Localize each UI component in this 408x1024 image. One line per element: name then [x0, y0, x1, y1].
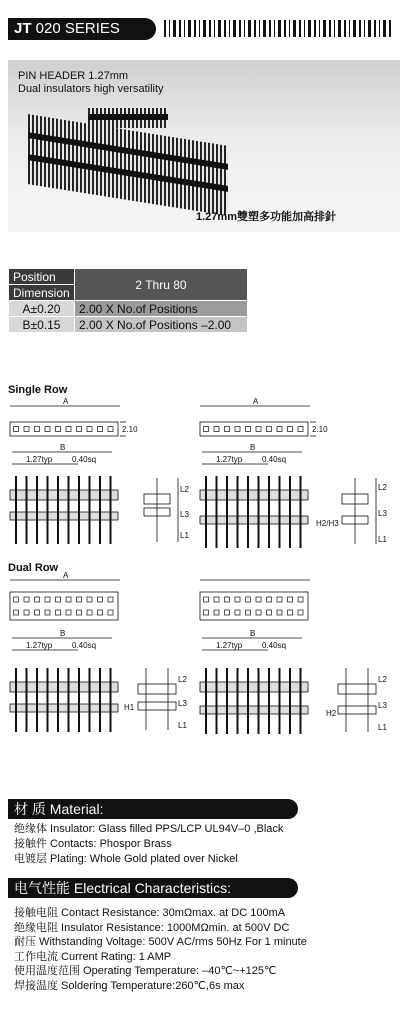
row-value: 2.00 X No.of Positions	[75, 301, 248, 317]
row-label: B±0.15	[9, 317, 75, 333]
pin-square	[256, 610, 261, 615]
pitch-label: 1.27typ	[26, 641, 53, 650]
pin-square	[235, 610, 240, 615]
pitch-label: 1.27typ	[216, 455, 243, 464]
row-label: A±0.20	[9, 301, 75, 317]
table-row	[9, 317, 248, 333]
pin-sq-label: 0.40sq	[72, 641, 97, 650]
l2-label: L2	[378, 675, 387, 684]
pin-square	[288, 427, 293, 432]
pin-square	[45, 427, 50, 432]
pin-square	[14, 427, 19, 432]
electrical-line: 接触电阻 Contact Resistance: 30mΩmax. at DC 100mA	[14, 907, 286, 919]
l3-label: L3	[180, 510, 189, 519]
pin-square	[246, 610, 251, 615]
pin-square	[298, 610, 303, 615]
pin-square	[77, 610, 82, 615]
l3-label: L3	[178, 699, 187, 708]
position-range: 2 Thru 80	[75, 269, 248, 301]
dual-row-label: Dual Row	[8, 562, 59, 574]
pin-square	[204, 597, 209, 602]
series-name: 020 SERIES	[31, 20, 120, 37]
pin-square	[77, 597, 82, 602]
l1-label: L1	[178, 721, 187, 730]
h1-label: H1	[124, 703, 135, 712]
pin-square	[204, 427, 209, 432]
pin-square	[277, 610, 282, 615]
electrical-line: 工作电流 Current Rating: 1 AMP	[14, 951, 172, 963]
pin-square	[24, 597, 29, 602]
l1-label: L1	[378, 535, 387, 544]
pin-square	[66, 610, 71, 615]
series-header	[8, 18, 400, 40]
photo-caption-cn: 1.27mm雙塑多功能加高排針	[196, 211, 336, 223]
pin-square	[45, 597, 50, 602]
pin-square	[298, 597, 303, 602]
position-header: Position	[9, 269, 75, 285]
material-line: 电镀层 Plating: Whole Gold plated over Nickel	[14, 853, 238, 865]
pin-square	[214, 427, 219, 432]
h2-label: H2	[326, 709, 337, 718]
pin-square	[288, 610, 293, 615]
material-title: 材 质 Material:	[8, 799, 298, 819]
dim-b-label: B	[60, 443, 66, 452]
pitch-label: 1.27typ	[26, 455, 53, 464]
dim-a-label: A	[63, 571, 69, 580]
pin-square	[108, 597, 113, 602]
pin-square	[87, 427, 92, 432]
electrical-line: 绝缘电阻 Insulator Resistance: 1000MΩmin. at 500V DC	[14, 922, 290, 934]
pin-square	[24, 610, 29, 615]
pin-square	[98, 610, 103, 615]
pin-square	[108, 427, 113, 432]
pin-square	[87, 597, 92, 602]
pin-square	[246, 427, 251, 432]
l3-label: L3	[378, 701, 387, 710]
pin-square	[66, 597, 71, 602]
material-line: 绝缘体 Insulator: Glass filled PPS/LCP UL94V–0 ,Black	[14, 823, 284, 835]
h2h3-label: H2/H3	[316, 519, 339, 528]
pin-square	[56, 597, 61, 602]
l1-label: L1	[378, 723, 387, 732]
l3-label: L3	[378, 509, 387, 518]
pin-square	[35, 610, 40, 615]
pin-square	[225, 610, 230, 615]
pin-header-image-small-body	[88, 114, 168, 120]
pin-square	[98, 427, 103, 432]
pin-square	[204, 610, 209, 615]
pin-square	[77, 427, 82, 432]
l2-label: L2	[178, 675, 187, 684]
pin-square	[246, 597, 251, 602]
pin-sq-label: 0.40sq	[262, 641, 287, 650]
pin-square	[14, 610, 19, 615]
pin-square	[35, 597, 40, 602]
series-bold: JT	[14, 20, 32, 37]
pin-square	[87, 610, 92, 615]
dim-a-label: A	[63, 397, 69, 406]
pin-square	[56, 427, 61, 432]
pitch-label: 1.27typ	[216, 641, 243, 650]
dim-a-label: A	[253, 397, 259, 406]
dim-b-label: B	[250, 629, 256, 638]
dimension-table	[8, 268, 248, 333]
l1-label: L1	[180, 531, 189, 540]
technical-drawing	[8, 392, 400, 752]
barcode-decoration	[164, 20, 394, 37]
pin-square	[98, 597, 103, 602]
pin-square	[267, 597, 272, 602]
pin-square	[24, 427, 29, 432]
pin-square	[108, 610, 113, 615]
pin-square	[45, 610, 50, 615]
pin-square	[225, 597, 230, 602]
electrical-line: 使用温度范围 Operating Temperature: –40℃~+125℃	[14, 965, 277, 977]
pin-square	[277, 597, 282, 602]
row-value: 2.00 X No.of Positions –2.00	[75, 317, 248, 333]
pin-square	[66, 427, 71, 432]
electrical-title: 电气性能 Electrical Characteristics:	[8, 878, 298, 898]
dimension-header: Dimension	[9, 285, 75, 301]
table-row	[9, 301, 248, 317]
pin-square	[225, 427, 230, 432]
pin-square	[298, 427, 303, 432]
pin-header-image-long	[28, 114, 228, 216]
pin-sq-label: 0.40sq	[262, 455, 287, 464]
pin-square	[235, 597, 240, 602]
photo-subtitle: Dual insulators high versatility	[18, 83, 164, 95]
pin-square	[256, 597, 261, 602]
electrical-line: 焊接温度 Soldering Temperature:260℃,6s max	[14, 980, 245, 992]
pin-square	[277, 427, 282, 432]
single-row-label: Single Row	[8, 384, 68, 396]
height-label: 2.10	[312, 425, 328, 434]
height-label: 2.10	[122, 425, 138, 434]
pin-square	[288, 597, 293, 602]
pin-square	[56, 610, 61, 615]
dim-b-label: B	[60, 629, 66, 638]
pin-square	[267, 610, 272, 615]
pin-square	[35, 427, 40, 432]
l2-label: L2	[378, 483, 387, 492]
pin-square	[214, 610, 219, 615]
l2-label: L2	[180, 485, 189, 494]
pin-square	[267, 427, 272, 432]
material-line: 接触件 Contacts: Phospor Brass	[14, 838, 172, 850]
series-badge	[8, 18, 156, 40]
pin-square	[14, 597, 19, 602]
electrical-line: 耐压 Withstanding Voltage: 500V AC/rms 50Hz For 1 minute	[14, 936, 307, 948]
pin-square	[235, 427, 240, 432]
product-photo	[8, 60, 400, 232]
photo-title: PIN HEADER 1.27mm	[18, 70, 129, 82]
pin-square	[256, 427, 261, 432]
pin-square	[214, 597, 219, 602]
dim-b-label: B	[250, 443, 256, 452]
pin-sq-label: 0.40sq	[72, 455, 97, 464]
